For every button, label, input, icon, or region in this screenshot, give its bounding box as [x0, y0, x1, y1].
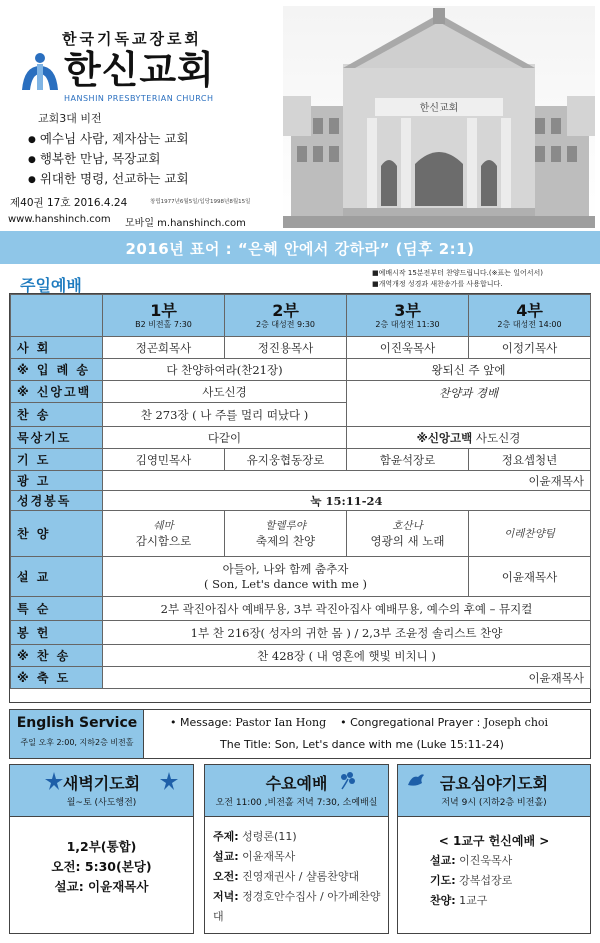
part-4-header: [469, 295, 591, 337]
part-name: 4부: [516, 300, 543, 320]
row-label-sermon: 설 교: [11, 557, 103, 597]
friday-row-value: 1교구: [459, 894, 488, 907]
wednesday-service-header: [205, 765, 388, 817]
denomination-label: 한국기독교장로회: [62, 30, 202, 48]
row-label-reading: 성경봉독: [11, 491, 103, 511]
row-label-blessing: ※ 축 도: [11, 667, 103, 689]
star-icon: [159, 771, 179, 791]
sermon-title-cell: [103, 557, 469, 597]
friday-row-value: 이진욱목사: [459, 854, 513, 867]
table-row: [11, 449, 591, 471]
row-label-creed: ※ 신앙고백: [11, 381, 103, 403]
friday-row-value: 강복섭장로: [459, 874, 513, 887]
vision-item: ● 예수님 사람, 제자삼는 교회: [28, 130, 189, 150]
english-service-title: English Service: [16, 715, 138, 731]
blessing-cell: 이윤재목사: [103, 667, 591, 689]
row-label-special: 특 순: [11, 597, 103, 621]
flower-icon: [338, 771, 358, 791]
praise-team: 호산나: [392, 520, 423, 532]
notice-line: ■예배시작 15분전부터 찬양드립니다.(※표는 일어서서): [372, 269, 543, 277]
praise-team: 이레찬양팀: [504, 528, 555, 540]
host-cell: 정진용목사: [225, 337, 347, 359]
friday-prayer-schedule: 저녁 9시 (지하2층 비전홀): [441, 798, 547, 808]
part-name: 2부: [272, 300, 299, 320]
wednesday-row: [213, 847, 388, 867]
vision-item: ● 행복한 만남, 목장교회: [28, 150, 189, 170]
row-label-closing-hymn: ※ 찬 송: [11, 645, 103, 667]
dawn-prayer-schedule: 월~토 (사도행전): [66, 798, 137, 808]
friday-row: [398, 851, 590, 871]
friday-row-key: 기도:: [430, 874, 456, 887]
mobile-link[interactable]: 모바일 m.hanshinch.com: [125, 218, 246, 229]
praise-cell: [225, 511, 347, 557]
friday-heading: < 1교구 헌신예배 >: [438, 834, 550, 848]
vision-title: 교회3대 비전: [38, 112, 102, 125]
host-cell: 이진욱목사: [347, 337, 469, 359]
prayer-cell: 김영민목사: [103, 449, 225, 471]
creed-12: 사도신경: [103, 381, 347, 403]
friday-row: [398, 891, 590, 911]
wednesday-row: [213, 827, 388, 847]
table-row: [11, 471, 591, 491]
part-1-header: [103, 295, 225, 337]
part-2-header: [225, 295, 347, 337]
sunday-service-title: 주일예배: [20, 276, 82, 295]
prayer-cell: 함윤석장로: [347, 449, 469, 471]
yearly-theme-text: 2016년 표어 : “은혜 안에서 강하라” (딤후 2:1): [125, 240, 475, 258]
row-label-offering: 봉 헌: [11, 621, 103, 645]
friday-prayer-header: [398, 765, 590, 817]
building-sign-text: 한신교회: [419, 103, 459, 114]
prayer-value: Joseph choi: [483, 716, 549, 729]
row-label-praise: 찬 양: [11, 511, 103, 557]
closing-hymn-cell: 찬 428장 ( 내 영혼에 햇빛 비치니 ): [103, 645, 591, 667]
dawn-prayer-title: 새벽기도회: [62, 774, 141, 793]
founded-date: 창립1977년6월5일/입당1998년8월15일: [150, 199, 251, 205]
wednesday-row-key: 주제:: [213, 830, 239, 843]
special-cell: 2부 곽진아집사 예배무용, 3부 곽진아집사 예배무용, 예수의 후예 – 뮤지컬: [103, 597, 591, 621]
friday-row: [398, 871, 590, 891]
row-label-hymn: 찬 송: [11, 403, 103, 427]
service-order-table: [9, 293, 591, 703]
prayer-cell: 정요셉청년: [469, 449, 591, 471]
friday-row-key: 찬양:: [430, 894, 456, 907]
row-label-silent-prayer: 묵상기도: [11, 427, 103, 449]
praise-cell: [103, 511, 225, 557]
call-to-worship-34: 왕되신 주 앞에: [347, 359, 591, 381]
wednesday-service-title: 수요예배: [265, 774, 328, 793]
table-row: [11, 557, 591, 597]
praise-cell: [347, 511, 469, 557]
wednesday-row-key: 저녁:: [213, 890, 239, 903]
service-parts-header: [11, 295, 591, 337]
table-row: [11, 381, 591, 403]
prayer-cell: 유지웅협동장로: [225, 449, 347, 471]
church-building-photo: [283, 6, 595, 228]
praise-song: 감시함으로: [135, 534, 192, 548]
notice-line: ■개역개정 성경과 새찬송가를 사용합니다.: [372, 280, 503, 288]
english-message-line: [170, 716, 548, 729]
issue-number: 제40권 17호 2016.4.24: [10, 197, 128, 209]
row-label-host: 사 회: [11, 337, 103, 359]
english-service-time: 주일 오후 2:00, 지하2층 비전홀: [20, 738, 134, 747]
wednesday-row-key: 설교:: [213, 850, 239, 863]
wednesday-row: [213, 887, 388, 927]
creed-34: [347, 381, 591, 427]
dawn-line: 오전: 5:30(본당): [51, 859, 152, 874]
silent-prayer-34: [347, 427, 591, 449]
creed-value: 사도신경: [475, 430, 521, 445]
hymn-12: 찬 273장 ( 나 주를 멀리 떠났다 ): [103, 403, 347, 427]
prayer-label: • Congregational Prayer :: [340, 716, 481, 729]
wednesday-service-schedule: 오전 11:00 ,비전홀 저녁 7:30, 소예배실: [215, 798, 378, 808]
message-label: • Message:: [170, 716, 232, 729]
wednesday-service-details: [213, 827, 388, 927]
host-cell: 이정기목사: [469, 337, 591, 359]
dawn-prayer-details: [10, 837, 193, 897]
row-label-prayer: 기 도: [11, 449, 103, 471]
wednesday-row-value: 정경호안수집사 / 아가페찬양대: [213, 890, 381, 923]
call-to-worship-12: 다 찬양하여라(찬21장): [103, 359, 347, 381]
dawn-line: 1,2부(통합): [66, 839, 137, 854]
table-row: [11, 491, 591, 511]
table-row: [11, 621, 591, 645]
praise-cell: [469, 511, 591, 557]
silent-prayer-12: 다같이: [103, 427, 347, 449]
wednesday-row-value: 성령론(11): [242, 830, 297, 843]
table-row: [11, 511, 591, 557]
praise-team: 쉐마: [153, 520, 174, 532]
creed-34-text: 찬양과 경배: [438, 386, 499, 400]
part-3-header: [347, 295, 469, 337]
header-blank-cell: [11, 295, 103, 337]
church-logo-icon: [18, 52, 62, 92]
part-time: B2 비전홀 7:30: [135, 319, 192, 329]
table-row: [11, 337, 591, 359]
church-name: 한신교회: [64, 48, 215, 92]
friday-prayer-title: 금요심야기도회: [439, 774, 549, 793]
table-row: [11, 427, 591, 449]
website-link[interactable]: www.hanshinch.com: [8, 214, 111, 225]
table-row: [11, 597, 591, 621]
bulletin-header: [0, 0, 600, 228]
part-name: 3부: [394, 300, 421, 320]
sermon-title-english: ( Son, Let's dance with me ): [203, 576, 368, 591]
wednesday-service-box: [204, 764, 389, 934]
wednesday-row-value: 진영재권사 / 샬롬찬양대: [242, 870, 360, 883]
friday-prayer-box: [397, 764, 591, 934]
praise-song: 영광의 새 노래: [370, 534, 445, 548]
dawn-prayer-header: [10, 765, 193, 817]
praise-song: 축제의 찬양: [255, 534, 316, 548]
sermon-title: 아들아, 나와 함께 춤추자: [222, 561, 349, 576]
table-row: [11, 645, 591, 667]
part-time: 2층 대성전 11:30: [375, 319, 440, 329]
dawn-line: 설교: 이윤재목사: [54, 879, 149, 894]
vision-list: [28, 130, 189, 190]
scripture-reading: 눅 15:11-24: [103, 491, 591, 511]
wednesday-row-value: 이윤재목사: [242, 850, 296, 863]
table-row: [11, 359, 591, 381]
part-time: 2층 대성전 9:30: [255, 319, 316, 329]
announcements-cell: 이윤재목사: [103, 471, 591, 491]
english-service-header: [10, 710, 144, 758]
creed-label: ※신앙고백: [416, 430, 473, 445]
friday-prayer-details: [398, 831, 590, 911]
host-cell: 정곤희목사: [103, 337, 225, 359]
offering-cell: 1부 찬 216장( 성자의 귀한 몸 ) / 2,3부 조윤정 솔리스트 찬양: [103, 621, 591, 645]
service-notice: [372, 268, 543, 290]
church-english-name: HANSHIN PRESBYTERIAN CHURCH: [64, 94, 214, 103]
part-time: 2층 대성전 14:00: [497, 319, 562, 329]
vision-item: ● 위대한 명령, 선교하는 교회: [28, 170, 189, 190]
row-label-announcements: 광 고: [11, 471, 103, 491]
english-sermon-title: The Title: Son, Let's dance with me (Luke 15:11-24): [220, 738, 504, 751]
dawn-prayer-box: [9, 764, 194, 934]
row-label-call: ※ 입 례 송: [11, 359, 103, 381]
table-row: [11, 667, 591, 689]
sermon-preacher: 이윤재목사: [469, 557, 591, 597]
english-service-box: [9, 709, 591, 759]
friday-row-key: 설교:: [430, 854, 456, 867]
praise-team: 할렐루야: [265, 520, 306, 532]
wednesday-row-key: 오전:: [213, 870, 239, 883]
message-value: Pastor Ian Hong: [235, 716, 327, 729]
part-name: 1부: [150, 300, 177, 320]
wednesday-row: [213, 867, 388, 887]
yearly-theme-banner: [0, 231, 600, 264]
